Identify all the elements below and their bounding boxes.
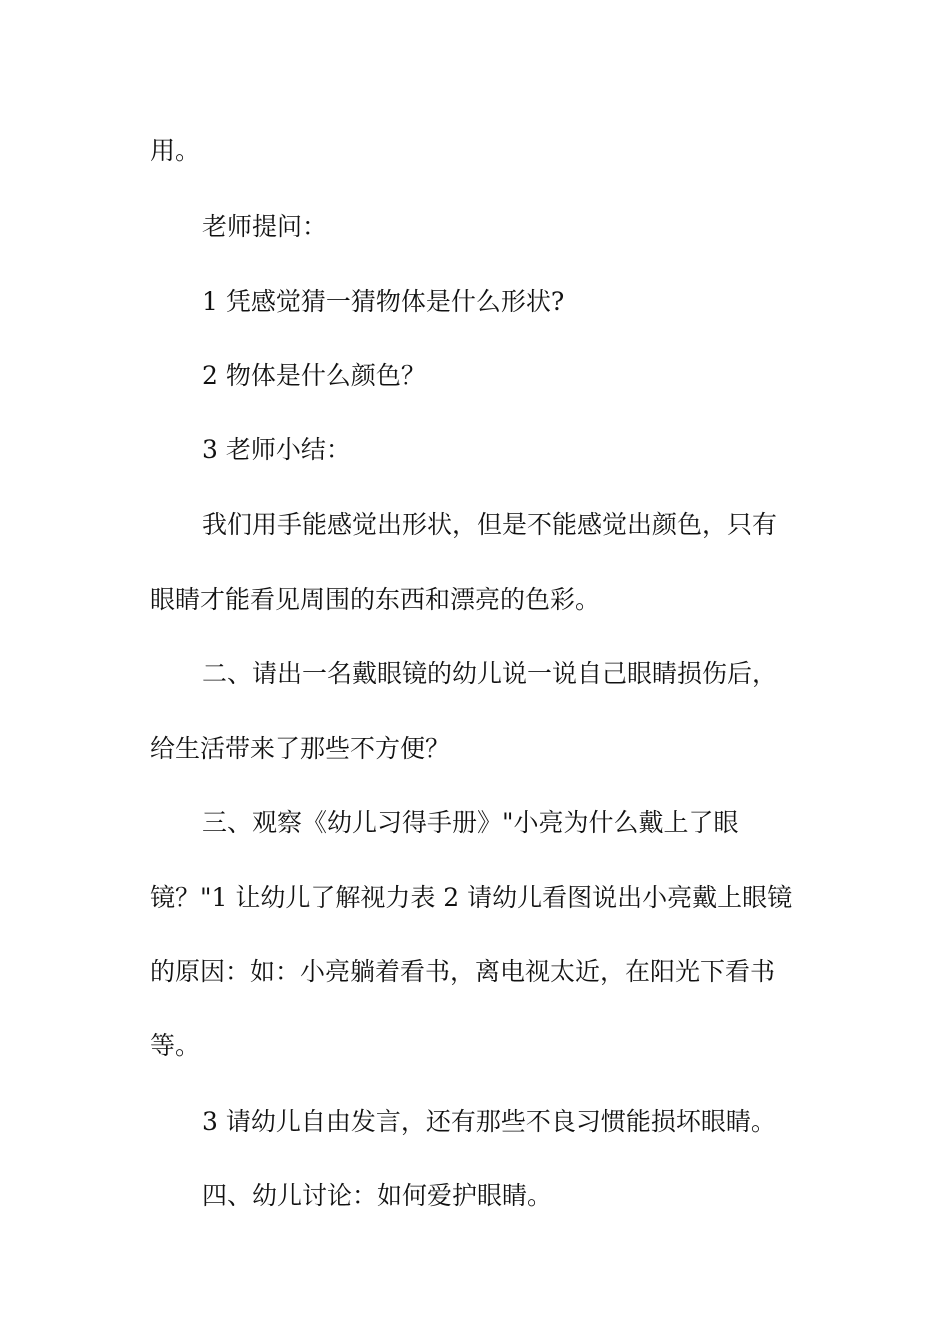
text-line: 镜？"1 让幼儿了解视力表 2 请幼儿看图说出小亮戴上眼镜 [150,883,793,912]
text-line: 2 物体是什么颜色？ [202,361,426,390]
text-line: 给生活带来了那些不方便？ [150,734,451,763]
text-line: 我们用手能感觉出形状，但是不能感觉出颜色，只有 [202,510,778,539]
text-line: 老师提问： [202,212,328,241]
text-line: 的原因：如：小亮躺着看书，离电视太近，在阳光下看书 [150,957,776,986]
text-line: 三、观察《幼儿习得手册》"小亮为什么戴上了眼 [202,808,739,837]
text-line: 3 请幼儿自由发言，还有那些不良习惯能损坏眼睛。 [202,1107,776,1136]
text-line: 等。 [150,1031,201,1060]
text-line: 3 老师小结： [202,435,351,464]
text-line: 1 凭感觉猜一猜物体是什么形状? [202,287,565,316]
text-line: 用。 [150,136,201,165]
text-line: 二、请出一名戴眼镜的幼儿说一说自己眼睛损伤后， [202,659,778,688]
text-line: 四、幼儿讨论：如何爱护眼睛。 [202,1181,553,1210]
text-line: 眼睛才能看见周围的东西和漂亮的色彩。 [150,585,601,614]
